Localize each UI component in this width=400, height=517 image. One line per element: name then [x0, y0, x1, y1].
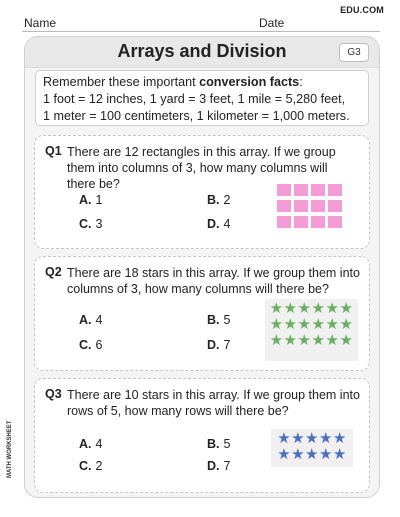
question-text: There are 12 rectangles in this array. If we group them into columns of 3, how many columns will there be?	[67, 145, 336, 191]
star-row: ★★★★★★	[269, 300, 354, 317]
option-a[interactable]	[79, 193, 102, 207]
rectangle	[277, 184, 291, 196]
option-b[interactable]	[207, 313, 230, 327]
rectangle	[294, 184, 308, 196]
option-letter: D.	[207, 217, 220, 231]
green-star-array	[265, 299, 358, 361]
date-label: Date	[259, 16, 285, 30]
header-divider	[22, 31, 380, 32]
option-c[interactable]	[79, 459, 102, 473]
option-value: 5	[223, 437, 231, 451]
title-bar	[25, 37, 379, 68]
question-card-1	[34, 135, 370, 249]
question-number: Q2	[45, 265, 62, 279]
rectangle-array	[277, 184, 343, 242]
rectangle	[294, 200, 308, 212]
note-line-2: 1 foot = 12 inches, 1 yard = 3 feet, 1 mile = 5,280 feet,	[43, 92, 346, 106]
option-letter: C.	[79, 338, 92, 352]
option-b[interactable]	[207, 437, 230, 451]
rectangle	[328, 216, 342, 228]
option-value: 6	[95, 338, 103, 352]
option-letter: A.	[79, 437, 92, 451]
option-letter: D.	[207, 459, 220, 473]
rectangle	[294, 216, 308, 228]
name-label: Name	[24, 16, 57, 30]
note-colon: :	[299, 75, 303, 89]
option-value: 3	[95, 217, 103, 231]
rectangle	[277, 200, 291, 212]
rectangle	[311, 200, 325, 212]
question-number: Q3	[45, 387, 62, 401]
option-value: 2	[223, 193, 231, 207]
rectangle	[277, 216, 291, 228]
option-letter: B.	[207, 193, 220, 207]
option-letter: B.	[207, 313, 220, 327]
note-line-3: 1 meter = 100 centimeters, 1 kilometer = 1,000 meters.	[43, 109, 350, 123]
blue-star-array	[271, 429, 353, 467]
option-letter: C.	[79, 459, 92, 473]
option-value: 7	[223, 459, 231, 473]
star-row: ★★★★★★	[269, 316, 354, 333]
rectangle	[328, 200, 342, 212]
question-card-3	[34, 378, 370, 493]
option-value: 4	[95, 437, 103, 451]
option-c[interactable]	[79, 338, 102, 352]
worksheet	[24, 36, 380, 498]
option-d[interactable]	[207, 459, 230, 473]
option-d[interactable]	[207, 217, 230, 231]
rectangle	[311, 184, 325, 196]
option-a[interactable]	[79, 313, 102, 327]
conversion-note	[35, 70, 369, 126]
star-row: ★★★★★	[277, 430, 347, 447]
question-text: There are 10 stars in this array. If we group them into rows of 5, how many rows will there be?	[67, 388, 360, 418]
option-letter: C.	[79, 217, 92, 231]
side-label: MATH WORKSHEET	[7, 420, 13, 478]
question-text: There are 18 stars in this array. If we group them into columns of 3, how many columns will there be?	[67, 266, 360, 296]
option-letter: D.	[207, 338, 220, 352]
option-b[interactable]	[207, 193, 230, 207]
option-value: 4	[223, 217, 231, 231]
brand-logo: EDU.COM	[340, 5, 384, 15]
option-value: 2	[95, 459, 103, 473]
question-number: Q1	[45, 144, 62, 158]
rectangle	[328, 184, 342, 196]
grade-badge: G3	[339, 43, 369, 62]
question-card-2	[34, 256, 370, 371]
note-intro: Remember these important	[43, 75, 200, 89]
rectangle	[311, 216, 325, 228]
option-value: 4	[95, 313, 103, 327]
star-row: ★★★★★★	[269, 332, 354, 349]
option-d[interactable]	[207, 338, 230, 352]
option-value: 1	[95, 193, 103, 207]
option-letter: B.	[207, 437, 220, 451]
option-letter: A.	[79, 313, 92, 327]
option-c[interactable]	[79, 217, 102, 231]
option-a[interactable]	[79, 437, 102, 451]
option-value: 7	[223, 338, 231, 352]
star-row: ★★★★★	[277, 446, 347, 463]
note-emphasis: conversion facts	[199, 75, 300, 89]
option-value: 5	[223, 313, 231, 327]
option-letter: A.	[79, 193, 92, 207]
page-title: Arrays and Division	[117, 41, 287, 61]
